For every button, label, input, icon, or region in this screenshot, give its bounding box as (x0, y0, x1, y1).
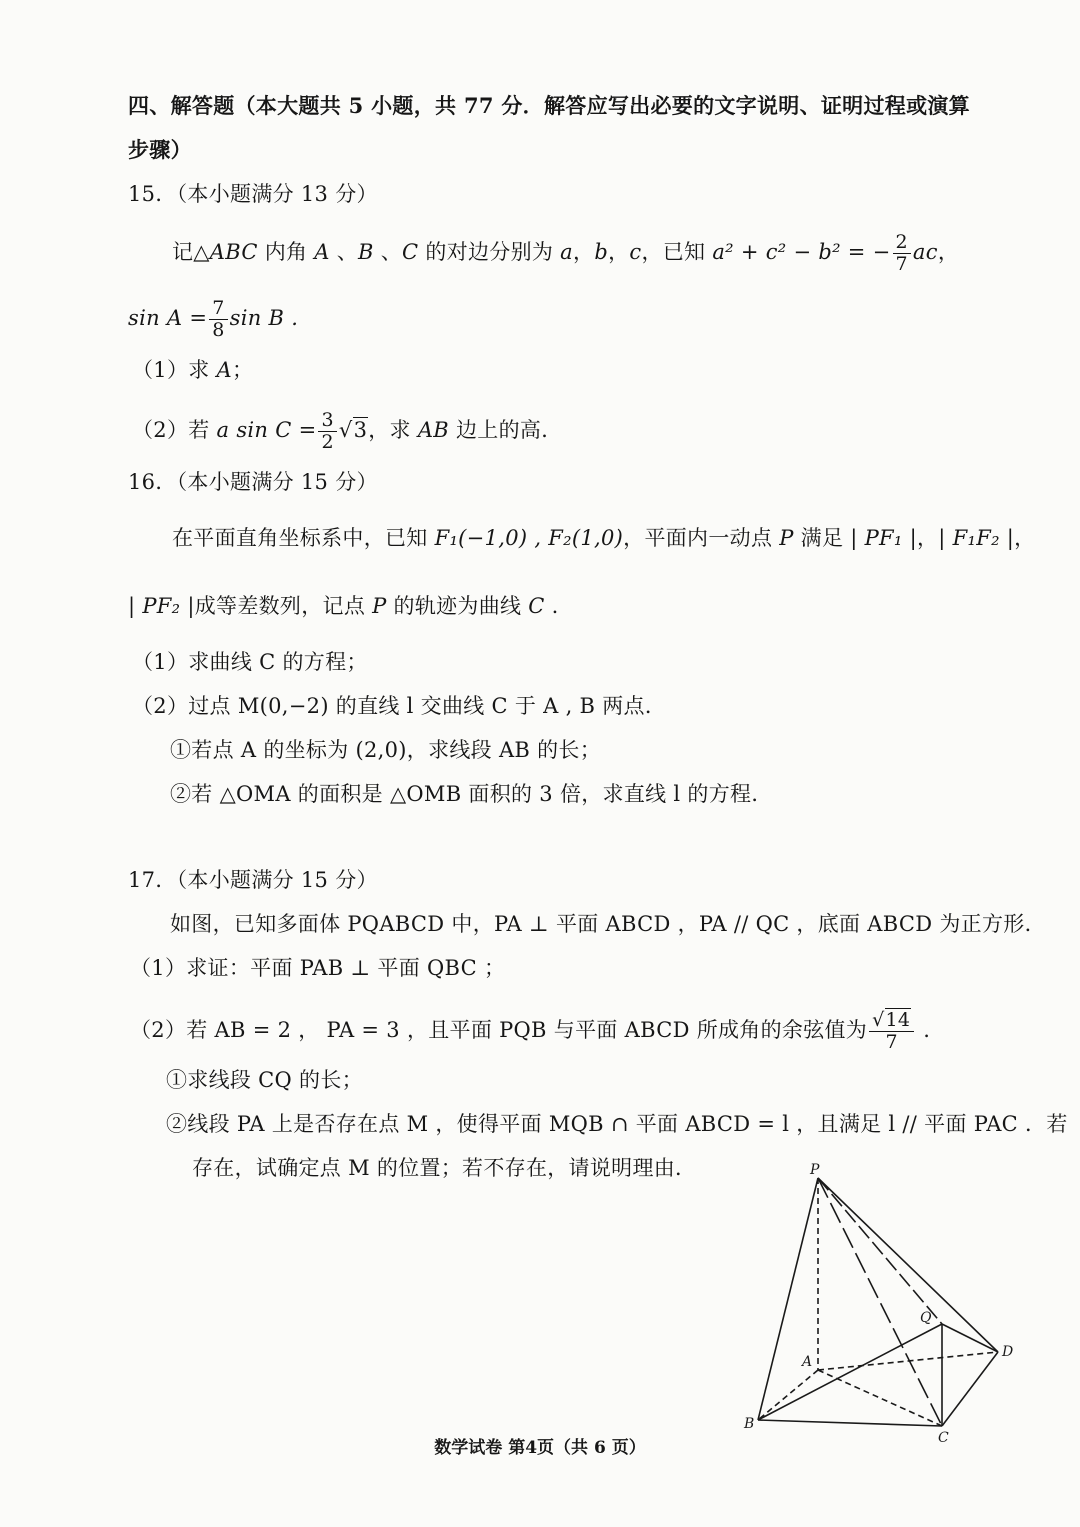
edge-ac (818, 1370, 942, 1426)
q15-text: （1）求 (132, 358, 217, 382)
edge-pq (818, 1178, 942, 1324)
label-p: P (810, 1162, 820, 1178)
q15-text: ，已知 (641, 240, 713, 264)
q15-text: ， (608, 240, 630, 264)
sqrt-symbol: √3 (338, 418, 368, 442)
sqrt-symbol: √ (872, 1009, 885, 1031)
q16-text: . (544, 594, 559, 618)
q15-var: b (594, 240, 609, 264)
q16-text: 在平面直角坐标系中，已知 (172, 526, 435, 550)
q15-sin-relation (128, 298, 298, 341)
q17-part2-2-line1: ②线段 PA 上是否存在点 M ，使得平面 MQB ∩ 平面 ABCD = l ，且满足 l // 平面 PAC ．若 (166, 1112, 1068, 1136)
edge-bc (758, 1420, 942, 1426)
sqrt-radicand: 3 (353, 418, 368, 442)
q15-part2 (132, 410, 563, 453)
q15-sin-a: sin A = (128, 306, 208, 330)
q15-text: ， (937, 240, 960, 264)
q15-expr: a sin C = (216, 418, 317, 442)
label-q: Q (920, 1310, 932, 1326)
q17-text: . (916, 1018, 931, 1042)
edge-ab (758, 1370, 818, 1420)
edge-cd (942, 1352, 998, 1426)
q17-text: （2）若 AB = 2 ， PA = 3 ，且平面 PQB 与平面 ABCD 所成角的余弦值为 (130, 1018, 868, 1042)
fraction-denominator: 7 (895, 253, 908, 275)
q16-text: 满足 (793, 526, 851, 550)
edge-pd (818, 1178, 998, 1352)
q15-var: A (216, 358, 233, 382)
q16-abs-f1f2: | F₁F₂ | (938, 526, 1015, 550)
q17-stem: 如图，已知多面体 PQABCD 中，PA ⊥ 平面 ABCD ，PA // QC ，底面 ABCD 为正方形． (170, 912, 1046, 936)
polyhedron-figure (730, 1158, 1030, 1448)
q16-text: ， (916, 526, 939, 550)
q16-part2-1: ①若点 A 的坐标为 (2,0)，求线段 AB 的长； (170, 738, 602, 762)
q16-var: C (528, 594, 545, 618)
q16-var: P (372, 594, 387, 618)
q15-text: ； (232, 358, 254, 382)
q16-stem-line2 (128, 592, 559, 620)
q15-var: ac (912, 240, 938, 264)
fraction-numerator (869, 1010, 914, 1032)
q17-part1: （1）求证：平面 PAB ⊥ 平面 QBC ； (130, 956, 506, 980)
q15-text: 记△ (172, 240, 210, 264)
q16-abs-pf1: | PF₁ | (850, 526, 917, 550)
sqrt-radicand: 14 (885, 1009, 911, 1031)
q16-abs-pf2: | PF₂ | (128, 594, 195, 618)
q15-sin-b: sin B . (229, 306, 299, 330)
q15-var: A (314, 240, 330, 264)
q16-text: ， (1014, 526, 1036, 550)
fraction-denominator: 8 (212, 319, 225, 341)
label-c: C (938, 1430, 949, 1446)
q15-fraction-7-8 (209, 298, 227, 341)
q17-part2-2-line2: 存在，试确定点 M 的位置；若不存在，请说明理由． (192, 1156, 697, 1180)
q17-title: 17．（本小题满分 15 分） (128, 868, 378, 892)
q15-var: c (629, 240, 642, 264)
q16-part1: （1）求曲线 C 的方程； (132, 650, 368, 674)
fraction-numerator: 7 (209, 298, 227, 320)
q16-foci: F₁(−1,0) , F₂(1,0) (434, 526, 624, 550)
q15-var: AB (417, 418, 450, 442)
section-header-line2: 步骤） (128, 137, 192, 162)
q15-text: （2）若 (132, 418, 217, 442)
label-d: D (1002, 1344, 1014, 1360)
q15-fraction-2-7 (893, 232, 911, 275)
q15-text: 、 (373, 240, 403, 264)
q15-fraction-3-2 (318, 410, 336, 453)
q16-var: P (779, 526, 794, 550)
q16-text: ，平面内一动点 (623, 526, 780, 550)
q15-var: C (402, 240, 419, 264)
q16-text: 成等差数列，记点 (194, 594, 373, 618)
edge-pb (758, 1178, 818, 1420)
q16-title: 16．（本小题满分 15 分） (128, 470, 378, 494)
q16-text: 的轨迹为曲线 (386, 594, 529, 618)
q15-text: 内角 (257, 240, 315, 264)
q16-stem-line1 (172, 524, 1035, 552)
q16-part2-2: ②若 △OMA 的面积是 △OMB 面积的 3 倍，求直线 l 的方程． (170, 782, 773, 806)
q15-stem (172, 232, 959, 275)
edge-ad (818, 1352, 998, 1370)
edge-qd (942, 1324, 998, 1352)
q15-var: a (560, 240, 573, 264)
q15-text: ，求 (368, 418, 418, 442)
q15-var: ABC (209, 240, 258, 264)
q16-part2: （2）过点 M(0,−2) 的直线 l 交曲线 C 于 A , B 两点． (132, 694, 667, 718)
q15-title: 15．（本小题满分 13 分） (128, 182, 378, 206)
q15-equation: a² + c² − b² = − (712, 240, 891, 264)
label-b: B (744, 1416, 755, 1432)
label-a: A (802, 1354, 813, 1370)
q15-part1 (132, 356, 253, 384)
fraction-numerator: 2 (893, 232, 911, 254)
q17-fraction-sqrt14-7 (869, 1010, 914, 1053)
section-header-line1: 四、解答题（本大题共 5 小题，共 77 分．解答应写出必要的文字说明、证明过程或演算 (128, 93, 970, 118)
fraction-denominator: 7 (885, 1031, 898, 1053)
q15-text: 边上的高． (449, 418, 563, 442)
q15-text: 的对边分别为 (418, 240, 561, 264)
fraction-numerator: 3 (318, 410, 336, 432)
q15-var: B (358, 240, 374, 264)
q15-text: 、 (329, 240, 359, 264)
q15-text: ， (573, 240, 595, 264)
fraction-denominator: 2 (321, 431, 334, 453)
page-footer: 数学试卷 第4页（共 6 页） (434, 1438, 646, 1458)
q17-part2-1: ①求线段 CQ 的长； (166, 1068, 363, 1092)
q17-part2 (130, 1010, 930, 1053)
